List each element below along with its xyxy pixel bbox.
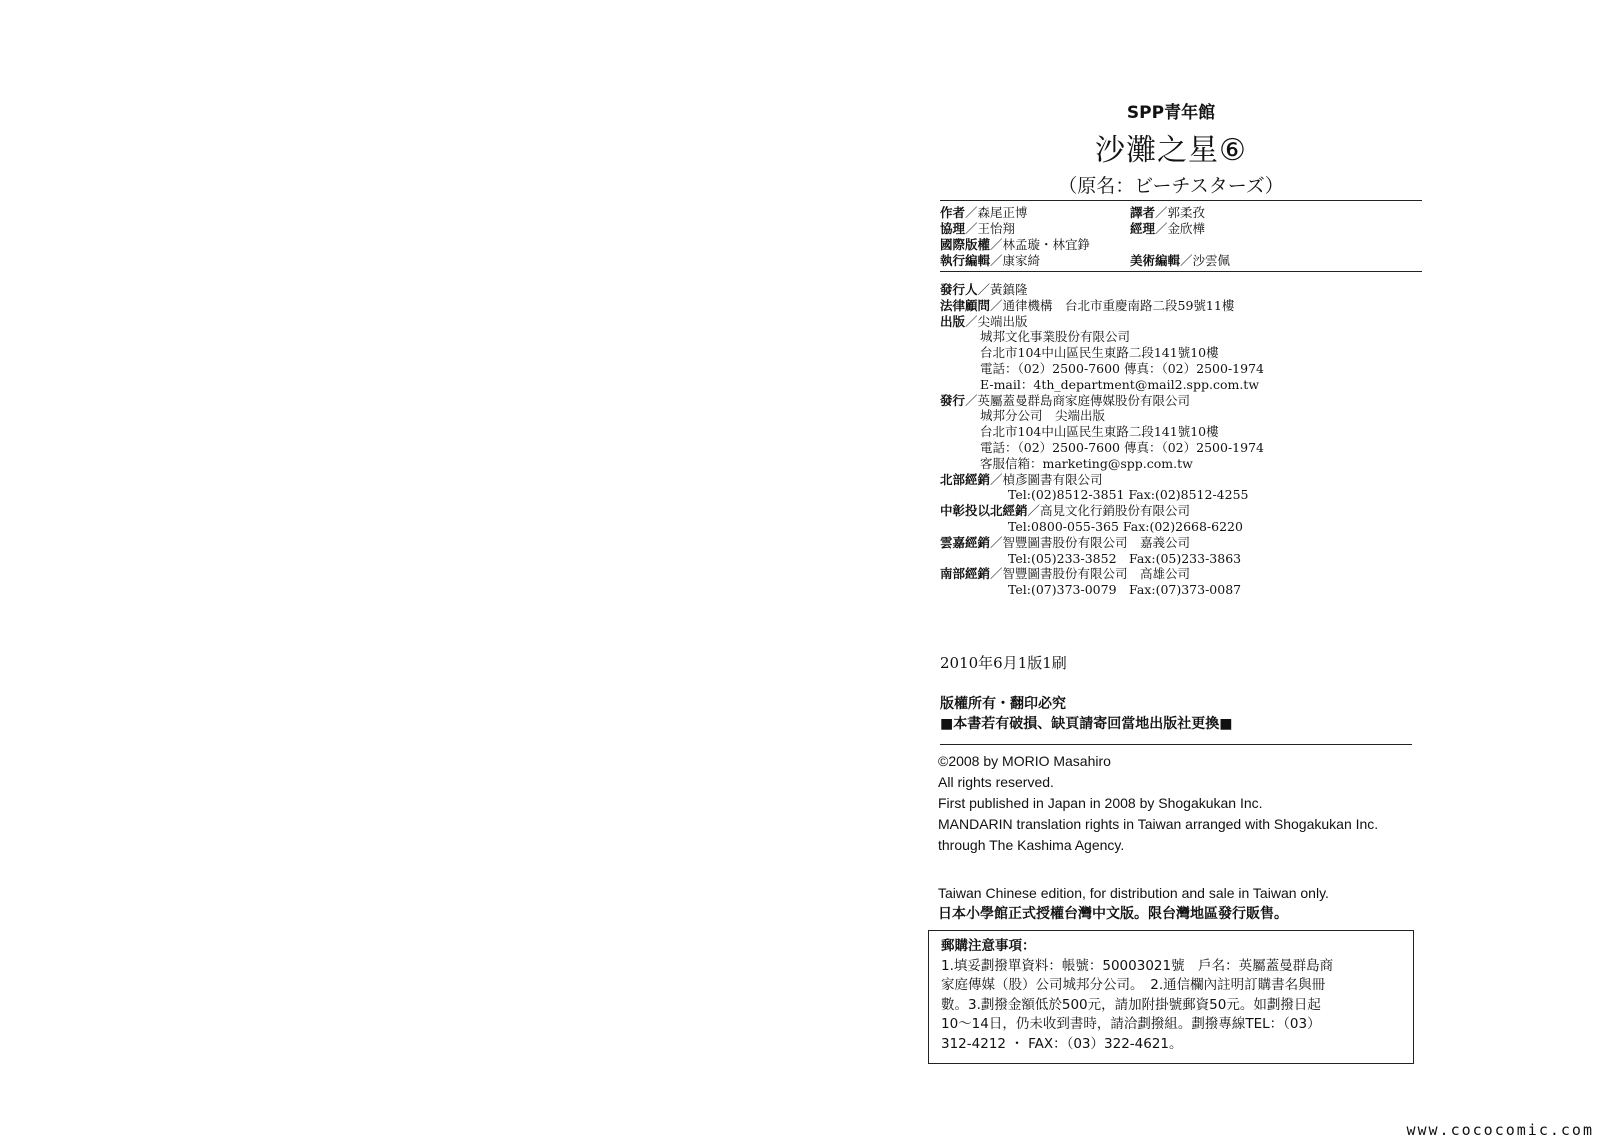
site-watermark: www.cococomic.com [1406,1121,1594,1139]
credit-role: 美術編輯 [1130,253,1181,268]
credit-entry [940,253,1130,269]
publisher-line [940,582,1426,598]
publisher-detail: 台北市104中山區民生東路二段141號10樓 [980,424,1219,440]
publisher-line [940,440,1426,456]
publisher-detail: 城邦文化事業股份有限公司 [980,329,1131,345]
credit-name: ／康家綺 [990,253,1041,268]
mail-order-line: 1.填妥劃撥單資料：帳號：50003021號 戶名：英屬蓋曼群島商 [941,957,1334,974]
publisher-line [940,361,1426,377]
publisher-detail: Tel:(02)8512-3851 Fax:(02)8512-4255 [1008,487,1249,503]
credit-entry [940,221,1130,237]
publisher-detail: Tel:(05)233-3852 Fax:(05)233-3863 [1008,550,1242,566]
publisher-line [940,551,1426,567]
copyright-line: First published in Japan in 2008 by Shogakukan Inc. [938,795,1263,811]
credit-entry [940,205,1130,221]
credit-name: ／森尾正博 [965,205,1028,220]
publisher-detail: ／智豐圖書股份有限公司 嘉義公司 [990,534,1191,550]
credit-entry [1130,205,1390,221]
publisher-line [940,472,1426,488]
copyright-line: All rights reserved. [938,774,1054,790]
divider [940,744,1412,745]
publisher-detail: ／黃鎮隆 [977,282,1028,297]
divider [940,200,1422,201]
publisher-line [940,377,1426,393]
publisher-role: 南部經銷 [940,566,991,582]
publisher-detail: 城邦分公司 尖端出版 [980,408,1106,424]
staff-credits [940,205,1426,269]
credit-role: 執行編輯 [940,253,991,268]
replacement-notice: ■本書若有破損、缺頁請寄回當地出版社更換■ [940,716,1233,732]
publisher-line [940,487,1426,503]
english-copyright [938,751,1378,856]
imprint-name: SPP青年館 [1126,103,1216,123]
publisher-detail: ／英屬蓋曼群島商家庭傳媒股份有限公司 [965,392,1191,408]
publisher-line [940,314,1426,330]
publisher-role: 發行人 [940,282,978,297]
credit-name: ／郭柔孜 [1155,205,1206,220]
book-title: 沙灘之星⑥ [1095,133,1247,168]
rights-notice [940,694,1232,734]
credit-name: ／金欣樺 [1155,221,1206,236]
publisher-detail: ／智豐圖書股份有限公司 高雄公司 [990,566,1191,582]
original-title: （原名：ビーチスターズ） [1058,175,1284,197]
credit-entry [1130,221,1390,237]
publisher-detail: Tel:0800-055-365 Fax:(02)2668-6220 [1008,518,1243,534]
mail-order-box [928,930,1414,1064]
publisher-line [940,298,1426,314]
mail-order-line: 數。3.劃撥金額低於500元，請加附掛號郵資50元。如劃撥日起 [941,996,1321,1013]
publisher-detail: 電話：（02）2500-7600 傳真：（02）2500-1974 [980,439,1264,455]
distribution-english: Taiwan Chinese edition, for distribution and sale in Taiwan only. [938,885,1329,901]
publisher-detail: 客服信箱：marketing@spp.com.tw [980,455,1193,471]
publisher-line [940,424,1426,440]
credit-name: ／林孟璇・林宜錚 [990,237,1091,252]
publisher-detail: E-mail：4th_department@mail2.spp.com.tw [980,376,1260,392]
colophon [936,98,1426,598]
mail-order-line: 家庭傳媒（股）公司城邦分公司。 2.通信欄內註明訂購書名與冊 [941,977,1326,993]
copyright-line: MANDARIN translation rights in Taiwan arranged with Shogakukan Inc. [938,816,1379,832]
credit-role: 國際版權 [940,237,991,252]
mail-order-line: 312-4212 ・ FAX：（03）322-4621。 [941,1035,1183,1052]
publisher-line [940,408,1426,424]
publisher-detail: ／尖端出版 [965,313,1028,329]
distribution-notice [938,883,1329,925]
copyright-line: through The Kashima Agency. [938,837,1125,853]
publisher-role: 出版 [940,313,966,329]
publisher-line [940,393,1426,409]
publisher-detail: ／高見文化行銷股份有限公司 [1027,503,1191,519]
print-date: 2010年6月1版1刷 [940,654,1067,672]
credit-name: ／沙雲佩 [1180,253,1231,268]
credit-role: 譯者 [1130,205,1156,220]
publisher-line [940,503,1426,519]
book-header [936,98,1406,198]
publisher-detail: Tel:(07)373-0079 Fax:(07)373-0087 [1008,582,1242,598]
publisher-detail: 電話：（02）2500-7600 傳真：（02）2500-1974 [980,360,1264,376]
publisher-detail: 台北市104中山區民生東路二段141號10樓 [980,345,1219,361]
publisher-role: 法律顧問 [940,297,991,313]
credit-entry [1130,237,1390,253]
credit-entry [940,237,1130,253]
publisher-info [940,282,1426,598]
credit-entry [1130,253,1390,269]
publisher-role: 發行 [940,392,966,408]
publisher-line [940,566,1426,582]
credit-name: ／王怡翔 [965,221,1016,236]
distribution-chinese: 日本小學館正式授權台灣中文版。限台灣地區發行販售。 [938,906,1288,922]
publisher-role: 北部經銷 [940,471,991,487]
publisher-role: 雲嘉經銷 [940,534,991,550]
mail-order-title: 郵購注意事項： [941,938,1036,954]
publisher-line [940,456,1426,472]
publisher-line [940,282,1426,298]
publisher-detail: ／楨彥圖書有限公司 [990,471,1103,487]
credit-role: 協理 [940,221,966,236]
mail-order-line: 10～14日，仍未收到書時，請洽劃撥組。劃撥專線TEL：（03） [941,1016,1321,1032]
copyright-line: ©2008 by MORIO Masahiro [938,753,1111,769]
publisher-line [940,519,1426,535]
publisher-line [940,345,1426,361]
publisher-line [940,535,1426,551]
divider [940,271,1422,272]
credit-role: 作者 [940,205,966,220]
credit-role: 經理 [1130,221,1156,236]
publisher-detail: ／通律機構 台北市重慶南路二段59號11樓 [990,297,1235,313]
rights-reserved: 版權所有・翻印必究 [940,696,1066,712]
publisher-role: 中彰投以北經銷 [940,503,1028,519]
publisher-line [940,329,1426,345]
